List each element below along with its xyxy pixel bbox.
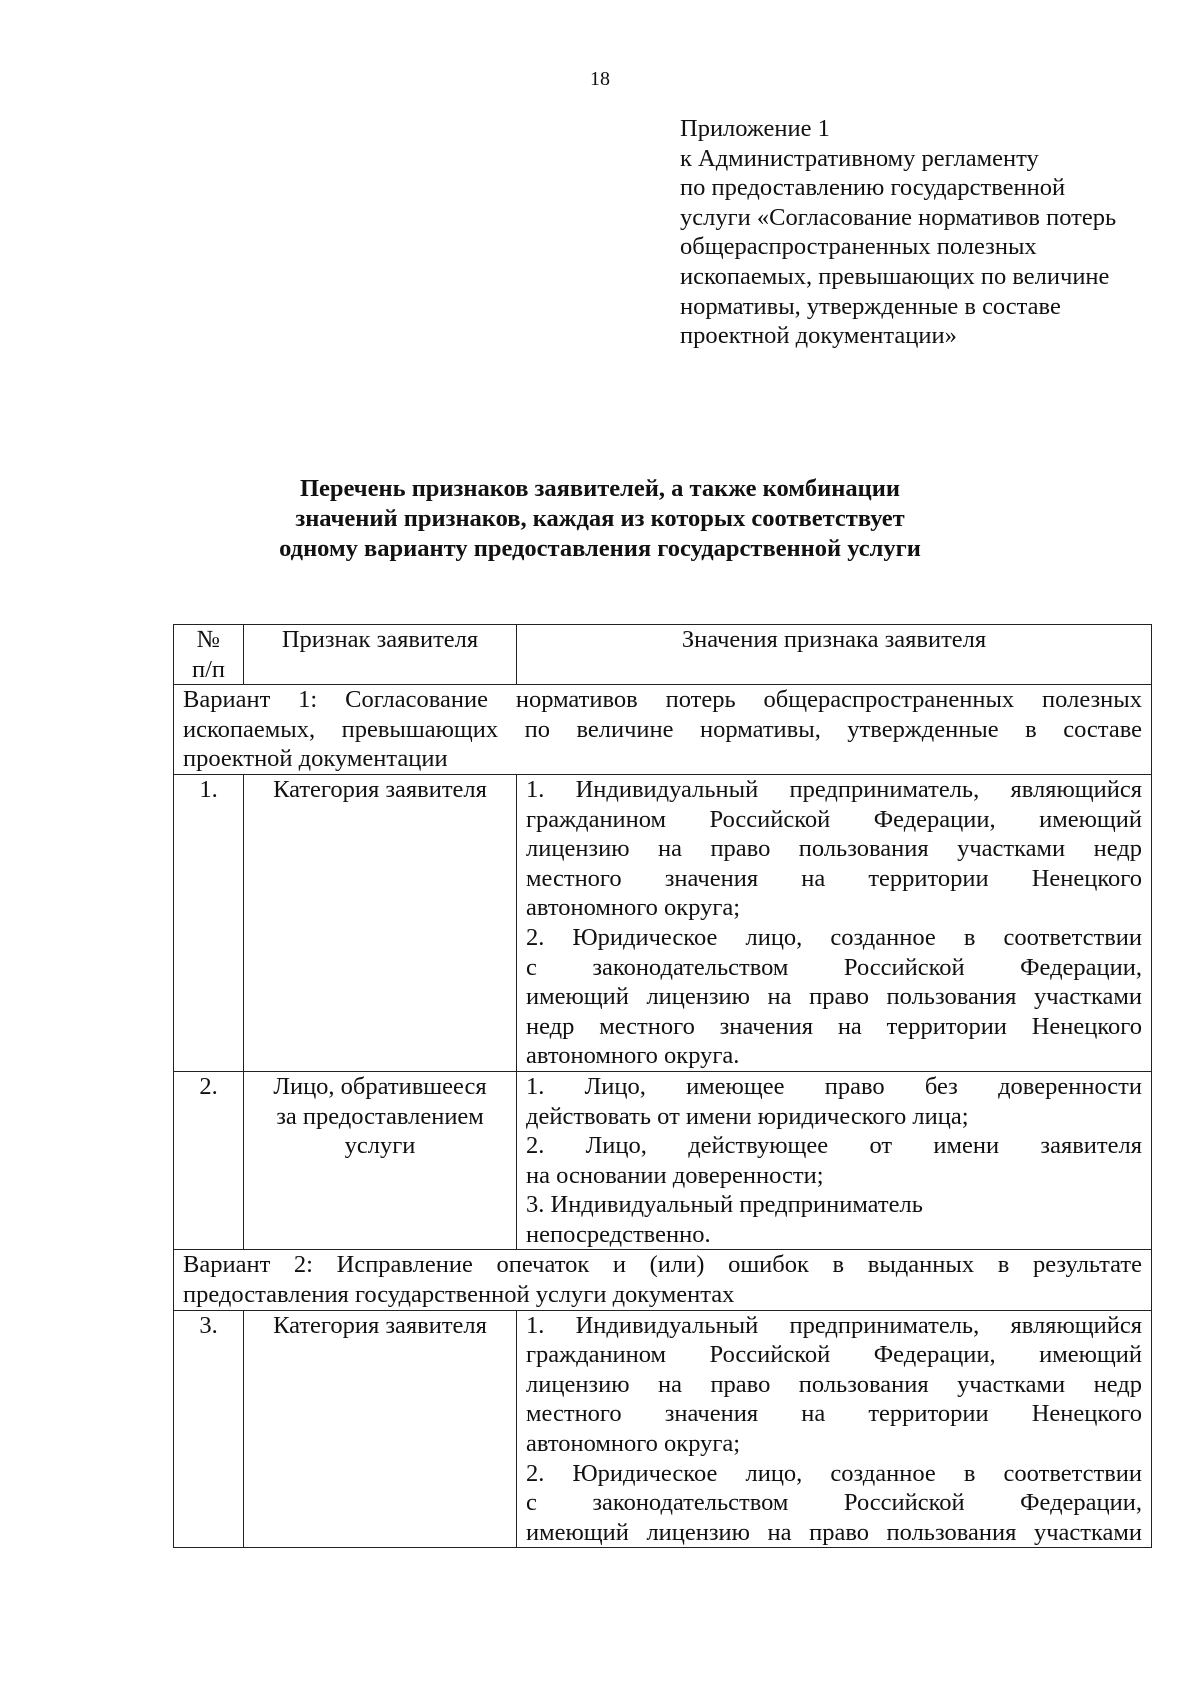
value-line: 3. Индивидуальный предприниматель [526, 1191, 923, 1219]
value-line: 2. Юридическое лицо, созданное в соответствии [526, 923, 1142, 951]
variant-row [174, 685, 1152, 775]
header-values: Значения признака заявителя [517, 625, 1152, 685]
variant-1-heading [174, 685, 1152, 775]
attribute-line: за предоставлением [276, 1102, 484, 1130]
appendix-line: общераспространенных полезных [680, 233, 1037, 261]
row-attribute: Категория заявителя [244, 774, 517, 1071]
variant-line: предоставления государственной услуги документах [183, 1281, 735, 1309]
header-num-abbr: п/п [191, 655, 226, 683]
title-line: Перечень признаков заявителей, а также комбинации [299, 475, 901, 502]
page-number: 18 [590, 68, 610, 90]
value-line: 1. Индивидуальный предприниматель, являющийся [526, 775, 1142, 803]
header-num-symbol: № [196, 626, 221, 653]
value-line: действовать от имени юридического лица; [526, 1102, 969, 1130]
appendix-line: услуги «Согласование нормативов потерь [680, 203, 1117, 231]
value-line: автономного округа. [526, 1042, 740, 1070]
appendix-line: к Административному регламенту [680, 144, 1039, 172]
value-line: 2. Юридическое лицо, созданное в соответствии [526, 1459, 1142, 1487]
row-attribute [244, 1071, 517, 1250]
row-values [517, 774, 1152, 1071]
value-line: местного значения на территории Ненецкого [526, 1400, 1142, 1428]
value-line: 1. Индивидуальный предприниматель, являющийся [526, 1311, 1142, 1339]
row-number: 1. [174, 774, 244, 1071]
value-line: на основании доверенности; [526, 1161, 824, 1189]
row-values [517, 1071, 1152, 1250]
table-row [174, 1071, 1152, 1250]
value-line: имеющий лицензию на право пользования участками [526, 1518, 1142, 1546]
row-values [517, 1310, 1152, 1548]
value-line: лицензию на право пользования участками недр [526, 1370, 1142, 1398]
value-line: с законодательством Российской Федерации, [526, 953, 1142, 981]
value-line: гражданином Российской Федерации, имеющий [526, 805, 1142, 833]
variant-line: ископаемых, превышающих по величине нормативы, утвержденные в составе [183, 715, 1142, 743]
variant-2-heading [174, 1250, 1152, 1310]
row-number: 3. [174, 1310, 244, 1548]
applicant-attributes-table [173, 624, 1152, 1548]
row-number: 2. [174, 1071, 244, 1250]
appendix-line: нормативы, утвержденные в составе [680, 292, 1061, 320]
value-line: гражданином Российской Федерации, имеющий [526, 1341, 1142, 1369]
value-line: непосредственно. [526, 1220, 711, 1248]
variant-line: Вариант 2: Исправление опечаток и (или) ошибок в выданных в результате [183, 1251, 1142, 1279]
variant-line: Вариант 1: Согласование нормативов потерь общераспространенных полезных [183, 686, 1142, 714]
variant-row [174, 1250, 1152, 1310]
table-row [174, 1310, 1152, 1548]
value-line: автономного округа; [526, 894, 741, 922]
appendix-line: по предоставлению государственной [680, 174, 1066, 202]
table-header-row [174, 625, 1152, 685]
header-num [174, 625, 244, 685]
header-attribute: Признак заявителя [244, 625, 517, 685]
value-line: автономного округа; [526, 1430, 741, 1458]
value-line: 1. Лицо, имеющее право без доверенности [526, 1072, 1142, 1100]
value-line: лицензию на право пользования участками недр [526, 835, 1142, 863]
attribute-line: Лицо, обратившееся [273, 1072, 487, 1100]
appendix-line: проектной документации» [680, 322, 957, 350]
row-attribute: Категория заявителя [244, 1310, 517, 1548]
table-row [174, 774, 1152, 1071]
value-line: имеющий лицензию на право пользования участками [526, 983, 1142, 1011]
appendix-line: ископаемых, превышающих по величине [680, 262, 1110, 290]
variant-line: проектной документации [183, 745, 448, 773]
document-title [0, 474, 1200, 564]
title-line: значений признаков, каждая из которых соответствует [295, 505, 905, 532]
value-line: с законодательством Российской Федерации, [526, 1489, 1142, 1517]
title-line: одному варианту предоставления государственной услуги [279, 535, 921, 562]
attribute-line: услуги [344, 1132, 416, 1160]
appendix-note [680, 114, 1180, 351]
appendix-line: Приложение 1 [680, 115, 830, 142]
value-line: 2. Лицо, действующее от имени заявителя [526, 1132, 1142, 1160]
value-line: местного значения на территории Ненецкого [526, 864, 1142, 892]
value-line: недр местного значения на территории Ненецкого [526, 1012, 1142, 1040]
